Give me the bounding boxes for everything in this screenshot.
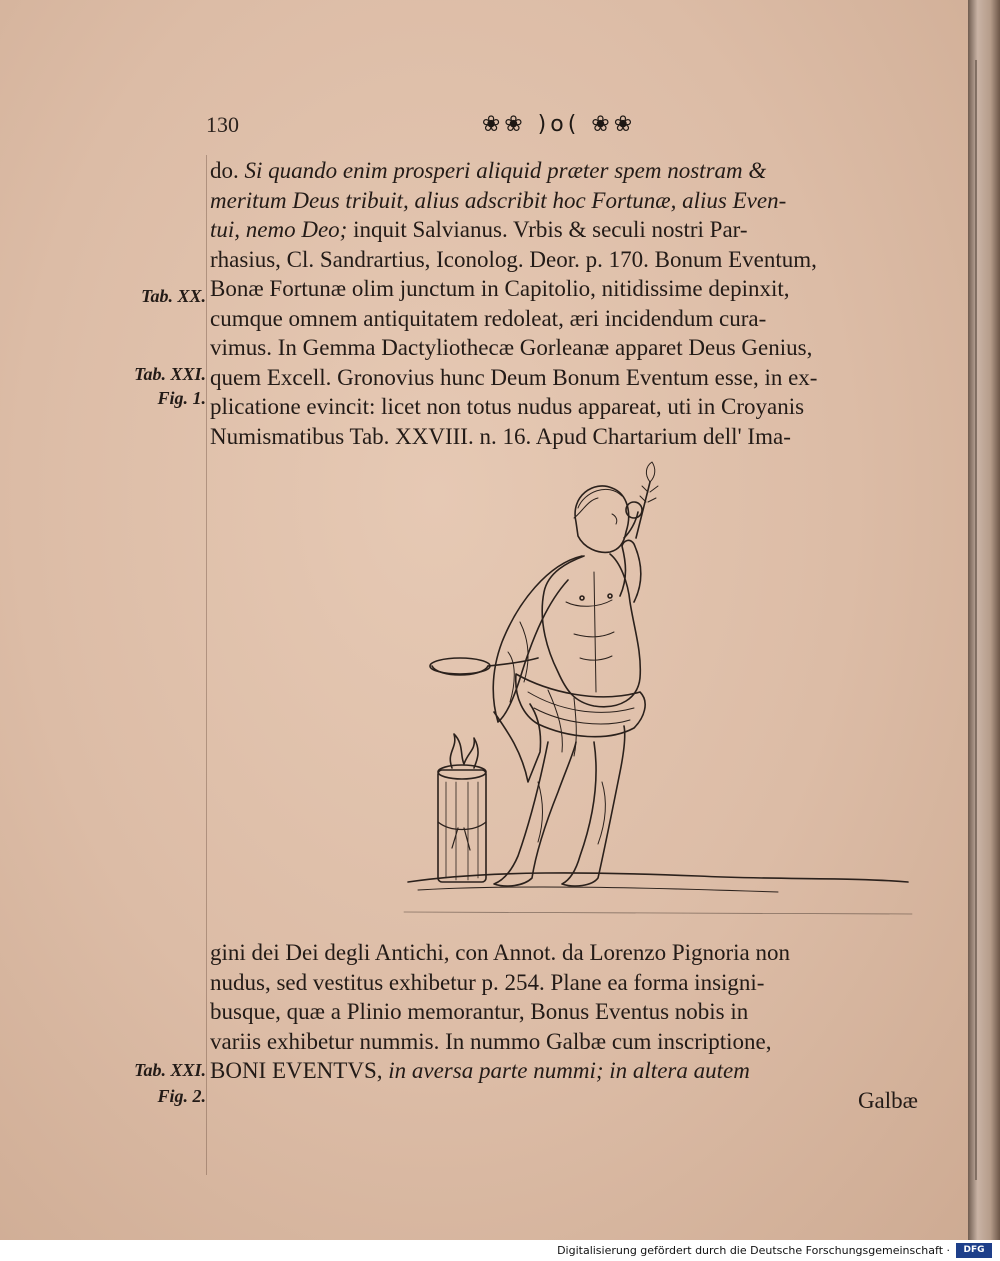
text-segment: inquit Salvianus. Vrbis & seculi nostri Par- (347, 217, 748, 242)
facing-page-edge (968, 0, 1000, 1240)
text-line (210, 304, 918, 334)
text-line (210, 422, 918, 452)
margin-note-tab-xxi: Tab. XXI. (134, 364, 206, 384)
text-segment: quem Excell. Gronovius hunc Deum Bonum Eventum esse, in ex- (210, 364, 818, 390)
text-line (210, 274, 918, 304)
text-line (210, 156, 918, 186)
footer-bar (0, 1240, 1000, 1261)
text-line (210, 997, 918, 1027)
text-line (210, 1056, 918, 1086)
text-line (210, 968, 918, 998)
text-segment: nudus, sed vestitus exhibetur p. 254. Plane ea forma insigni- (210, 969, 765, 995)
text-segment: do. (210, 158, 245, 183)
catchword: Galbæ (857, 1088, 918, 1113)
header-ornament: ❀❀ )o( ❀❀ (481, 112, 637, 137)
text-segment: cumque omnem antiquitatem redoleat, æri incidendum cura- (210, 305, 767, 331)
text-line (210, 215, 918, 245)
text-line (210, 363, 918, 393)
text-line (210, 186, 918, 216)
text-segment: in aversa parte nummi; in altera autem (382, 1058, 750, 1083)
text-segment: gini dei Dei degli Antichi, con Annot. da Lorenzo Pignoria non (210, 940, 791, 965)
text-line (210, 245, 918, 275)
margin-note-fig-2: Fig. 2. (157, 1086, 206, 1106)
dfg-logo: DFG (956, 1243, 992, 1258)
text-segment: vimus. In Gemma Dactyliothecæ Gorleanæ apparet Deus Genius, (210, 335, 813, 360)
text-segment: rhasius, Cl. Sandrartius, Iconolog. Deor. p. 170. Bonum Eventum, (210, 246, 817, 272)
text-segment: BONI EVENTVS, (210, 1058, 383, 1083)
running-head (206, 112, 916, 146)
margin-note-tab-xx: Tab. XX. (141, 286, 206, 306)
text-segment: plicatione evincit: licet non totus nudus appareat, uti in Croyanis (210, 394, 805, 419)
text-line (210, 938, 918, 968)
text-segment: Bonæ Fortunæ olim junctum in Capitolio, nitidissime depinxit, (210, 276, 790, 301)
text-segment: Si quando enim prosperi aliquid præter spem nostram & (244, 158, 767, 183)
text-segment: meritum Deus tribuit, alius adscribit hoc Fortunæ, alius Even- (210, 187, 787, 213)
page-gutter-line (975, 60, 977, 1180)
text-line (210, 1027, 918, 1057)
text-segment: Numismatibus Tab. XXVIII. n. 16. Apud Chartarium dell' Ima- (210, 423, 791, 449)
text-segment: busque, quæ a Plinio memorantur, Bonus Eventus nobis in (210, 999, 749, 1024)
text-line (210, 333, 918, 363)
margin-note-tab-xxi-2: Tab. XXI. (134, 1060, 206, 1080)
text-line (210, 392, 918, 422)
margin-note-fig-1: Fig. 1. (157, 388, 206, 408)
text-segment: variis exhibetur nummis. In nummo Galbæ cum inscriptione, (210, 1028, 772, 1054)
text-segment: tui, nemo Deo; (210, 217, 348, 242)
funding-notice: Digitalisierung gefördert durch die Deutsche Forschungsgemeinschaft · (557, 1244, 950, 1257)
engraving-bonus-eventus (398, 452, 918, 932)
margin-rule (206, 155, 207, 1175)
page-number: 130 (206, 112, 239, 137)
